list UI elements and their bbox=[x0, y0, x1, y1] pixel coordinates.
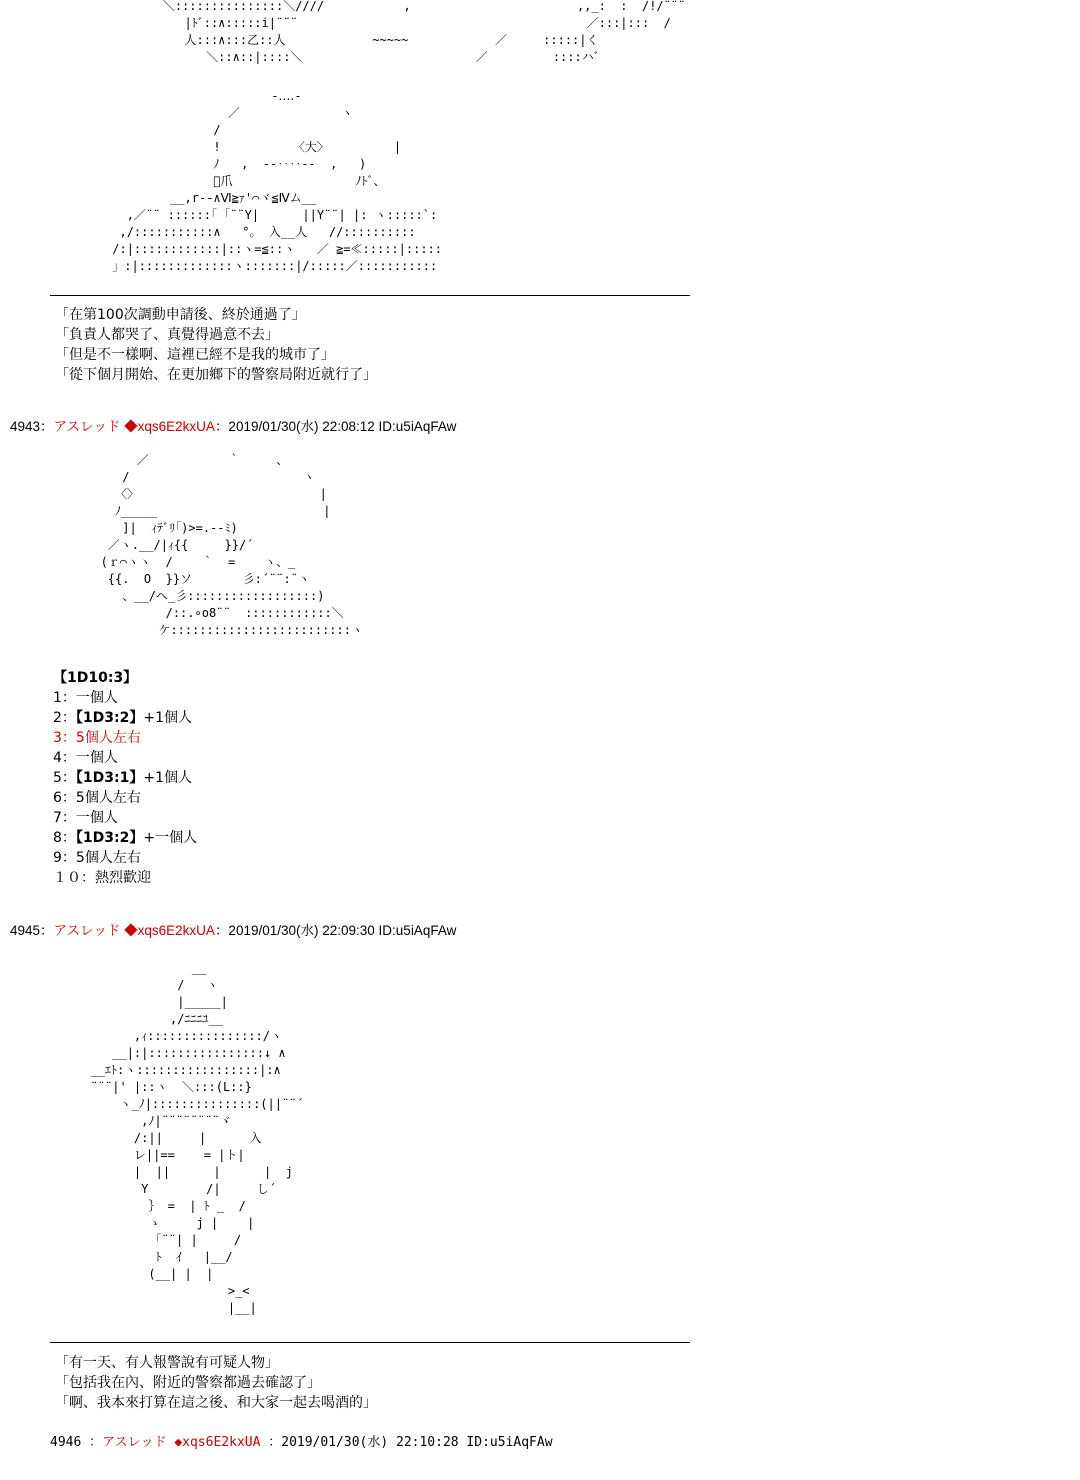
post-meta: ：2019/01/30(水) 22:09:30 ID:u5iAqFAw bbox=[214, 923, 457, 938]
roll-item: 7：一個人 bbox=[53, 810, 118, 826]
ascii-art-officer-1: -‥‥- ／ ヽ / ! 〈大〉 | ﾉ , -‐‥‥‐- , ) ﾞ爪 ﾉﾄﾞ、 __,r-‐∧Ⅵ≧ｧ'⌒ヾ≦Ⅳム__ ,／¨¨ ::::::｢ ｢¨¨Y| ||Y¨¨| |: ヽ:::::`: ,/:::::::::::∧ °。 入__人 //:::::::::: /:|::::::::::::|::ヽ=≦::ヽ ／ ≧=≪:::::|::::: 」:|:::::::::::::ヽ:::::::|/:::::／::::::::::: bbox=[112, 89, 443, 273]
ascii-art-officer-3: __ / ヽ |_____| ,/ﾆﾆﾆﾕ__ ,ｨ::::::::::::::::/ヽ __|:|::::::::::::::::↓ ∧ __ｴﾄ:ヽ:::::::::::::::::|:∧ ¨¨¨|' |::ヽ ＼:::(L::} ヽ_ﾉ|:::::::::::::::(||¨¨´ ,ﾉ|¨¨¨¨¨¨¨¨ヾ /:|| | 入 レ||== = |ト| | || | | j Y /| し´ ｝ = | ﾄ _ / ゝ j | | ｢¨¨| | / ﾄ ｲ |__/ (__| | | >_< |__| bbox=[90, 961, 304, 1315]
dialogue-line: 「在第100次調動申請後、終於通過了」 bbox=[55, 307, 306, 323]
post-header bbox=[10, 418, 456, 436]
post-separator: ： bbox=[40, 419, 54, 434]
poster-name: アスレッド bbox=[53, 923, 121, 938]
roll-item: 8：【1D3:2】+一個人 bbox=[53, 830, 198, 846]
post-number[interactable]: 4945 bbox=[10, 923, 41, 938]
post-header bbox=[10, 922, 456, 940]
roll-item: 9：5個人左右 bbox=[53, 850, 141, 866]
post-separator: ： bbox=[81, 1435, 103, 1450]
roll-item: １０：熱烈歡迎 bbox=[53, 870, 151, 886]
dialogue-line: 「包括我在內、附近的警察都過去確認了」 bbox=[55, 1375, 321, 1391]
post-meta: ：2019/01/30(水) 22:10:28 ID:u5iAqFAw bbox=[260, 1435, 553, 1450]
poster-name: アスレッド bbox=[53, 419, 121, 434]
dice-roll-list bbox=[53, 668, 197, 888]
roll-item: 2：【1D3:2】+1個人 bbox=[53, 710, 193, 726]
post-header bbox=[50, 1434, 553, 1452]
dialogue-block-2 bbox=[55, 1353, 377, 1413]
roll-item: 1：一個人 bbox=[53, 690, 118, 706]
poster-trip: ◆xqs6E2kxUA bbox=[174, 1435, 261, 1450]
roll-item: 6：5個人左右 bbox=[53, 790, 141, 806]
poster-name: アスレッド bbox=[102, 1435, 167, 1450]
poster-trip: ◆xqs6E2kxUA bbox=[124, 923, 215, 938]
divider bbox=[50, 295, 690, 296]
roll-item-selected: 3：5個人左右 bbox=[53, 730, 141, 746]
divider bbox=[50, 1342, 690, 1343]
post-separator: ： bbox=[40, 923, 54, 938]
dialogue-block-1 bbox=[55, 305, 377, 385]
post-number[interactable]: 4943 bbox=[10, 419, 41, 434]
roll-item: 5：【1D3:1】+1個人 bbox=[53, 770, 193, 786]
roll-title: 【1D10:3】 bbox=[53, 670, 138, 686]
post-number[interactable]: 4946 bbox=[50, 1435, 82, 1450]
dialogue-line: 「負責人都哭了、真覺得過意不去」 bbox=[55, 327, 279, 343]
poster-trip: ◆xqs6E2kxUA bbox=[124, 419, 215, 434]
post-meta: ：2019/01/30(水) 22:08:12 ID:u5iAqFAw bbox=[214, 419, 457, 434]
dialogue-line: 「但是不一樣啊、這裡已經不是我的城市了」 bbox=[55, 347, 335, 363]
ascii-art-officer-2: ／ ｀ 、 / ヽ 〈〉 | ﾉ_____ | ]| ｨﾃﾞﾘ｢)>=.--ﾐ) ／ヽ.__/|ｨ{{ }}/´ (ｒ⌒ヽヽ / ｀ = ヽ、_ {{. O }}ソ 彡:´¨¨:¨ヽ 、__/へ_彡::::::::::::::::::) /::.∘o8¨¨ ::::::::::::＼ ケ:::::::::::::::::::::::::ヽ bbox=[100, 453, 363, 637]
dialogue-line: 「從下個月開始、在更加鄉下的警察局附近就行了」 bbox=[55, 367, 377, 383]
roll-item: 4：一個人 bbox=[53, 750, 118, 766]
ascii-art-top: ＼:::::::::::::::＼//// , ,,_: : /!/¨¨¨ |ﾄﾞ::∧:::::i|¨¨¨ ／:::|::: / 人:::∧:::乙::人 ~~~~~ ／ :::::|く ＼::∧::|::::＼ ／ ::::ハﾞ bbox=[162, 0, 686, 64]
dialogue-line: 「有一天、有人報警說有可疑人物」 bbox=[55, 1355, 279, 1371]
dialogue-line: 「啊、我本來打算在這之後、和大家一起去喝酒的」 bbox=[55, 1395, 377, 1411]
